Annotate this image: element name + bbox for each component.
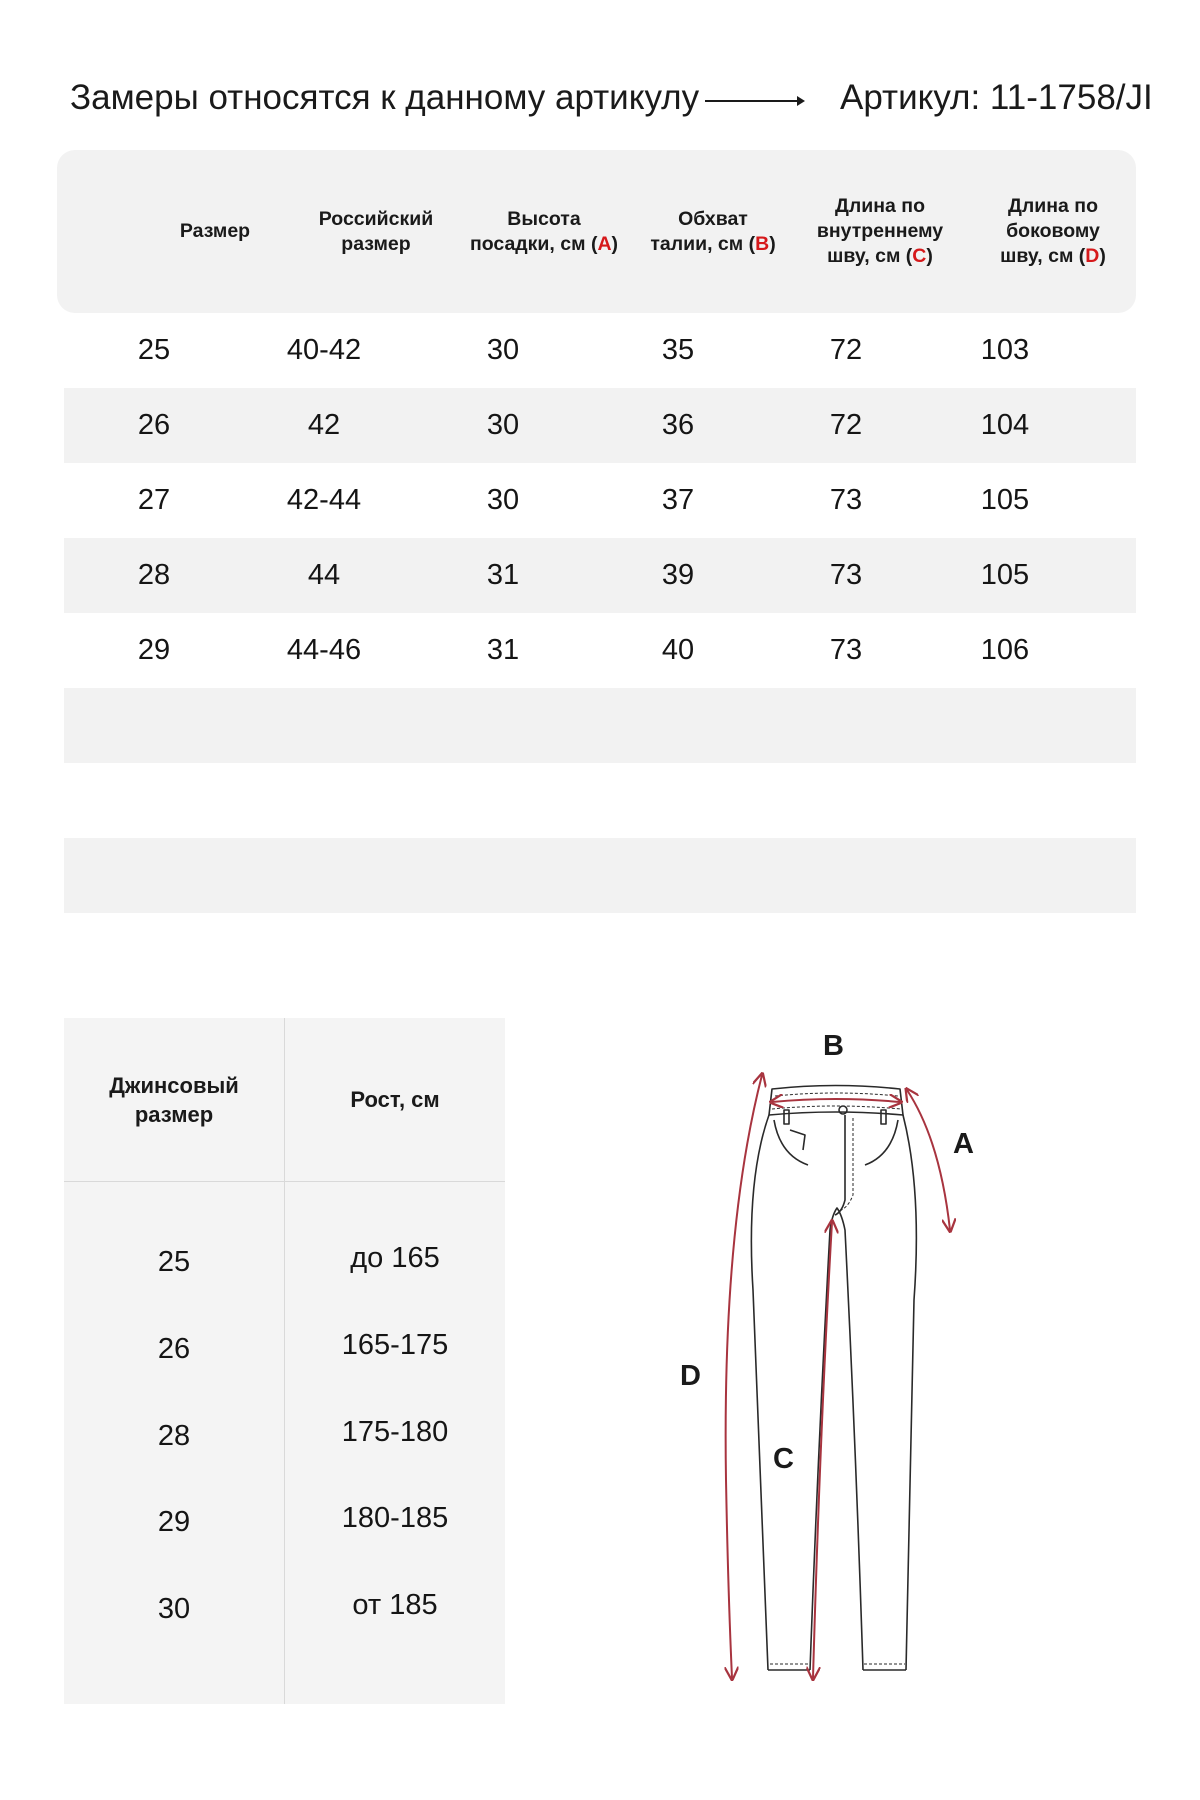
table-row <box>64 538 1136 613</box>
table-row-empty <box>64 763 1136 838</box>
label-b: B <box>823 1030 844 1062</box>
cell-rise: 31 <box>486 559 520 591</box>
cell-waist: 36 <box>661 409 695 441</box>
cell-height: 175-180 <box>341 1415 449 1448</box>
cell-jeans-size: 28 <box>157 1419 191 1452</box>
article-number: Артикул: 11-1758/JI <box>840 78 1153 117</box>
table-row <box>64 313 1136 388</box>
size-table-header <box>57 150 1136 313</box>
cell-russian-size: 42 <box>307 409 341 441</box>
cell-waist: 35 <box>661 334 695 366</box>
cell-outseam: 104 <box>980 409 1030 441</box>
cell-height: от 185 <box>352 1588 438 1621</box>
measurement-note: Замеры относятся к данному артикулу <box>70 78 700 117</box>
cell-rise: 30 <box>486 334 520 366</box>
cell-rise: 30 <box>486 484 520 516</box>
table-row <box>64 388 1136 463</box>
cell-russian-size: 44-46 <box>286 634 362 666</box>
cell-height: 165-175 <box>341 1328 449 1361</box>
cell-rise: 31 <box>486 634 520 666</box>
cell-outseam: 106 <box>980 634 1030 666</box>
cell-size: 28 <box>137 559 171 591</box>
cell-inseam: 72 <box>829 334 863 366</box>
col-jeans-size: Джинсовый размер <box>109 1072 239 1127</box>
cell-size: 27 <box>137 484 171 516</box>
cell-russian-size: 42-44 <box>286 484 362 516</box>
col-russian-size: Российский размер <box>318 207 434 255</box>
cell-height: до 165 <box>350 1241 440 1274</box>
table-row-empty <box>64 688 1136 763</box>
cell-russian-size: 44 <box>307 559 341 591</box>
cell-jeans-size: 29 <box>157 1505 191 1538</box>
col-waist: Обхват талии, см (B) <box>650 207 776 255</box>
cell-inseam: 72 <box>829 409 863 441</box>
table-divider <box>64 1181 505 1182</box>
cell-outseam: 103 <box>980 334 1030 366</box>
table-row <box>64 463 1136 538</box>
cell-waist: 37 <box>661 484 695 516</box>
table-row <box>64 613 1136 688</box>
col-outseam: Длина по боковому шву, см (D) <box>1000 195 1106 267</box>
col-height: Рост, см <box>350 1087 440 1112</box>
col-rise-height: Высота посадки, см (A) <box>469 207 619 255</box>
label-a: A <box>953 1128 974 1160</box>
cell-waist: 39 <box>661 559 695 591</box>
cell-jeans-size: 30 <box>157 1592 191 1625</box>
cell-inseam: 73 <box>829 634 863 666</box>
label-c: C <box>773 1443 794 1475</box>
cell-outseam: 105 <box>980 559 1030 591</box>
cell-size: 25 <box>137 334 171 366</box>
jeans-icon <box>660 1030 990 1690</box>
cell-size: 26 <box>137 409 171 441</box>
col-inseam: Длина по внутреннему шву, см (C) <box>816 195 944 267</box>
col-size: Размер <box>179 220 251 242</box>
cell-russian-size: 40-42 <box>286 334 362 366</box>
cell-jeans-size: 26 <box>157 1332 191 1365</box>
cell-waist: 40 <box>661 634 695 666</box>
table-row-empty <box>64 838 1136 913</box>
cell-inseam: 73 <box>829 559 863 591</box>
cell-outseam: 105 <box>980 484 1030 516</box>
jeans-measurement-diagram <box>660 1030 990 1690</box>
cell-inseam: 73 <box>829 484 863 516</box>
cell-jeans-size: 25 <box>157 1245 191 1278</box>
cell-height: 180-185 <box>341 1501 449 1534</box>
arrow-right-icon <box>705 88 805 114</box>
cell-rise: 30 <box>486 409 520 441</box>
label-d: D <box>680 1360 701 1392</box>
cell-size: 29 <box>137 634 171 666</box>
